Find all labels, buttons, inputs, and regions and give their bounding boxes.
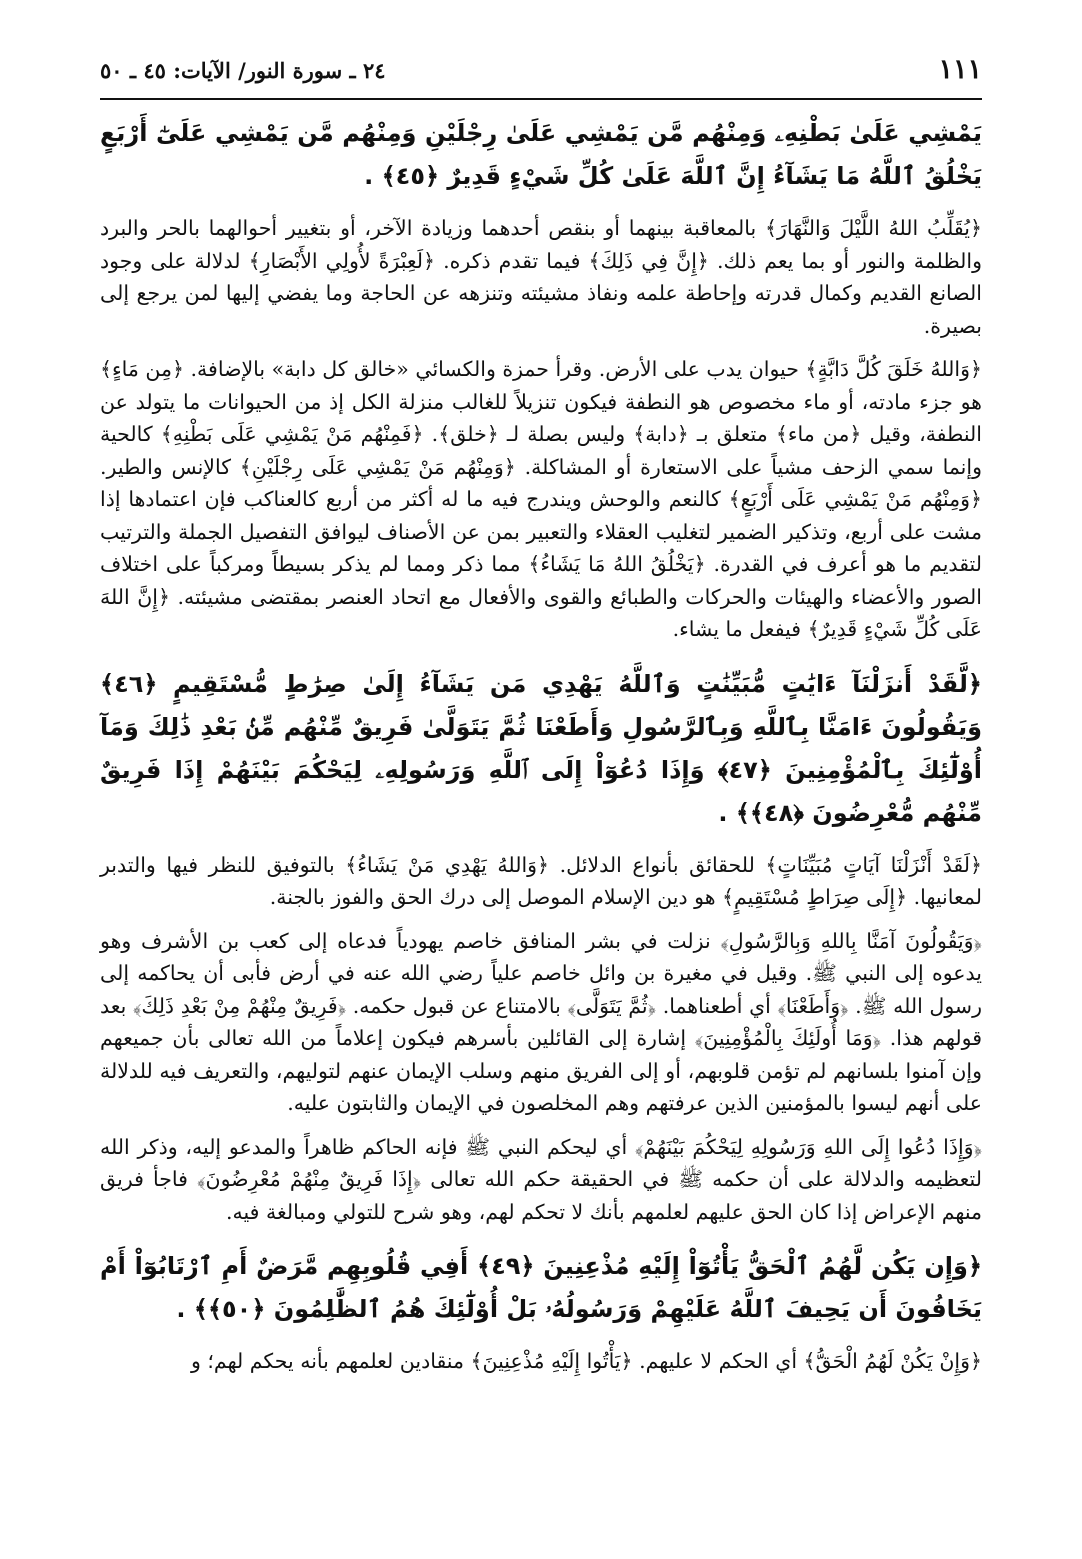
quran-verse-block: ﴿لَّقَدْ أَنزَلْنَآ ءَايَٰتٍ مُّبَيِّنَٰتٍ وَٱللَّهُ يَهْدِي مَن يَشَآءُ إِلَىٰ صِرَٰطٍ مُّسْتَقِيمٍ ﴿٤٦﴾ وَيَقُولُونَ ءَامَنَّا بِٱللَّهِ وَبِٱلرَّسُولِ وَأَطَعْنَا ثُمَّ يَتَوَلَّىٰ فَرِيقٌ مِّنْهُم مِّنۢ بَعْدِ ذَٰلِكَ وَمَآ أُوْلَٰٓئِكَ بِٱلْمُؤْمِنِينَ ﴿٤٧﴾ وَإِذَا دُعُوٓاْ إِلَى ٱللَّهِ وَرَسُولِهِۦ لِيَحْكُمَ بَيْنَهُمْ إِذَا فَرِيقٌ مِّنْهُم مُّعْرِضُونَ ﴿٤٨﴾﴾ . [100,669,982,827]
commentary-paragraph: ﴿وَإِذَا دُعُوا إِلَى اللهِ وَرَسُولِهِ لِيَحْكُمَ بَيْنَهُمْ﴾ أي ليحكم النبي ﷺ فإنه الحاكم ظاهراً والمدعو إليه، وذكر الله لتعظيمه والدلالة على أن حكمه ﷺ في الحقيقة حكم الله تعالى ﴿إِذَا فَرِيقٌ مِنْهُمْ مُعْرِضُونَ﴾ فاجأ فريق منهم الإعراض إذا كان الحق عليهم لعلمهم بأنك لا تحكم لهم، وهو شرح للتولي ومبالغة فيه. [100,1134,982,1224]
page-number: ١١١ [938,54,982,85]
page-header [100,52,982,92]
commentary-paragraph: ﴿وَإِنْ يَكُنْ لَهُمُ الْحَقُّ﴾ أي الحكم لا عليهم. ﴿يَأْتُوا إِلَيْهِ مُذْعِنِينَ﴾ منقادين لعلمهم بأنه يحكم لهم؛ و [191,1349,982,1373]
header-divider [100,98,982,100]
commentary-paragraph: ﴿لَقَدْ أَنْزَلْنَا آيَاتٍ مُبَيِّنَاتٍ﴾ للحقائق بأنواع الدلائل. ﴿وَاللهُ يَهْدِي مَنْ يَشَاءُ﴾ بالتوفيق للنظر فيها والتدبر لمعانيها. ﴿إِلَى صِرَاطٍ مُسْتَقِيمٍ﴾ هو دين الإسلام الموصل إلى درك الحق والفوز بالجنة. [100,852,982,909]
commentary-paragraph: ﴿وَيَقُولُونَ آمَنَّا بِاللهِ وَبِالرَّسُولِ﴾ نزلت في بشر المنافق خاصم يهودياً فدعاه إلى كعب بن الأشرف وهو يدعوه إلى النبي ﷺ. وقيل في مغيرة بن وائل خاصم علياً رضي الله عنه في أرض فأبى أن يحاكمه إلى رسول الله ﷺ. ﴿وَأَطَعْنَا﴾ أي أطعناهما. ﴿ثُمَّ يَتَوَلَّى﴾ بالامتناع عن قبول حكمه. ﴿فَرِيقٌ مِنْهُمْ مِنْ بَعْدِ ذَلِكَ﴾ بعد قولهم هذا. ﴿وَمَا أُولَئِكَ بِالْمُؤْمِنِينَ﴾ إشارة إلى القائلين بأسرهم فيكون إعلاماً من الله تعالى بأن جميعهم وإن آمنوا بلسانهم لم تؤمن قلوبهم، أو إلى الفريق منهم وسلب الإيمان عنهم لتوليهم، والتعريف فيه للدلالة على أنهم ليسوا بالمؤمنين الذين عرفتهم وهم المخلصون في الإيمان والثابتون عليه. [100,928,982,1115]
page-body [100,112,982,1378]
commentary-paragraph: ﴿وَاللهُ خَلَقَ كُلَّ دَابَّةٍ﴾ حيوان يدب على الأرض. وقرأ حمزة والكسائي «خالق كل دابة» بالإضافة. ﴿مِن مَاءٍ﴾ هو جزء مادته، أو ماء مخصوص هو النطفة فيكون تنزيلاً للغالب منزلة الكل إذ من الحيوانات ما يتولد عن النطفة، وقيل ﴿من ماء﴾ متعلق بـ ﴿دابة﴾ وليس بصلة لـ ﴿خلق﴾. ﴿فَمِنْهُم مَنْ يَمْشِي عَلَى بَطْنِهِ﴾ كالحية وإنما سمي الزحف مشياً على الاستعارة أو المشاكلة. ﴿وَمِنْهُم مَنْ يَمْشِي عَلَى رِجْلَيْنِ﴾ كالإنس والطير. ﴿وَمِنْهُم مَنْ يَمْشِي عَلَى أَرْبَعٍ﴾ كالنعم والوحش ويندرج فيه ما له أكثر من أربع كالعناكب فإن اعتمادها إذا مشت على أربع، وتذكير الضمير لتغليب العقلاء والتعبير بمن عن الأصناف ليوافق التفصيل الجملة والترتيب لتقديم ما هو أعرف في القدرة. ﴿يَخْلُقُ اللهُ مَا يَشَاءُ﴾ مما ذكر ومما لم يذكر بسيطاً ومركباً على اختلاف الصور والأعضاء والهيئات والحركات والطبائع والقوى والأفعال مع اتحاد العنصر بمقتضى مشيئته. ﴿إِنَّ اللهَ عَلَى كُلِّ شَيْءٍ قَدِيرٌ﴾ فيفعل ما يشاء. [100,357,982,641]
commentary-paragraph: ﴿يُقَلِّبُ اللهُ اللَّيْلَ وَالنَّهَارَ﴾ بالمعاقبة بينهما أو بنقص أحدهما وزيادة الآخر، أو بتغيير أحوالهما بالحر والبرد والظلمة والنور أو بما يعم ذلك. ﴿إِنَّ فِي ذَلِكَ﴾ فيما تقدم ذكره. ﴿لَعِبْرَةً لأُولِي الأَبْصَارِ﴾ لدلالة على وجود الصانع القديم وكمال قدرته وإحاطة علمه ونفاذ مشيئته وتنزهه عن الحاجة وما يفضي إليها لمن يرجع إلى بصيرة. [100,216,982,338]
quran-verse-block: يَمْشِي عَلَىٰ بَطْنِهِۦ وَمِنْهُم مَّن يَمْشِي عَلَىٰ رِجْلَيْنِ وَمِنْهُم مَّن يَمْشِي عَلَىٰٓ أَرْبَعٍ يَخْلُقُ ٱللَّهُ مَا يَشَآءُ إِنَّ ٱللَّهَ عَلَىٰ كُلِّ شَيْءٍ قَدِيرٌ ﴿٤٥﴾ . [100,119,982,190]
quran-verse-block: ﴿وَإِن يَكُن لَّهُمُ ٱلْحَقُّ يَأْتُوٓاْ إِلَيْهِ مُذْعِنِينَ ﴿٤٩﴾ أَفِي قُلُوبِهِم مَّرَضٌ أَمِ ٱرْتَابُوٓاْ أَمْ يَخَافُونَ أَن يَحِيفَ ٱللَّهُ عَلَيْهِمْ وَرَسُولُهُۥ بَلْ أُوْلَٰٓئِكَ هُمُ ٱلظَّٰلِمُونَ ﴿٥٠﴾﴾ . [100,1252,983,1323]
running-head: ٢٤ ـ سورة النور/ الآيات: ٤٥ ـ ٥٠ [100,58,386,83]
